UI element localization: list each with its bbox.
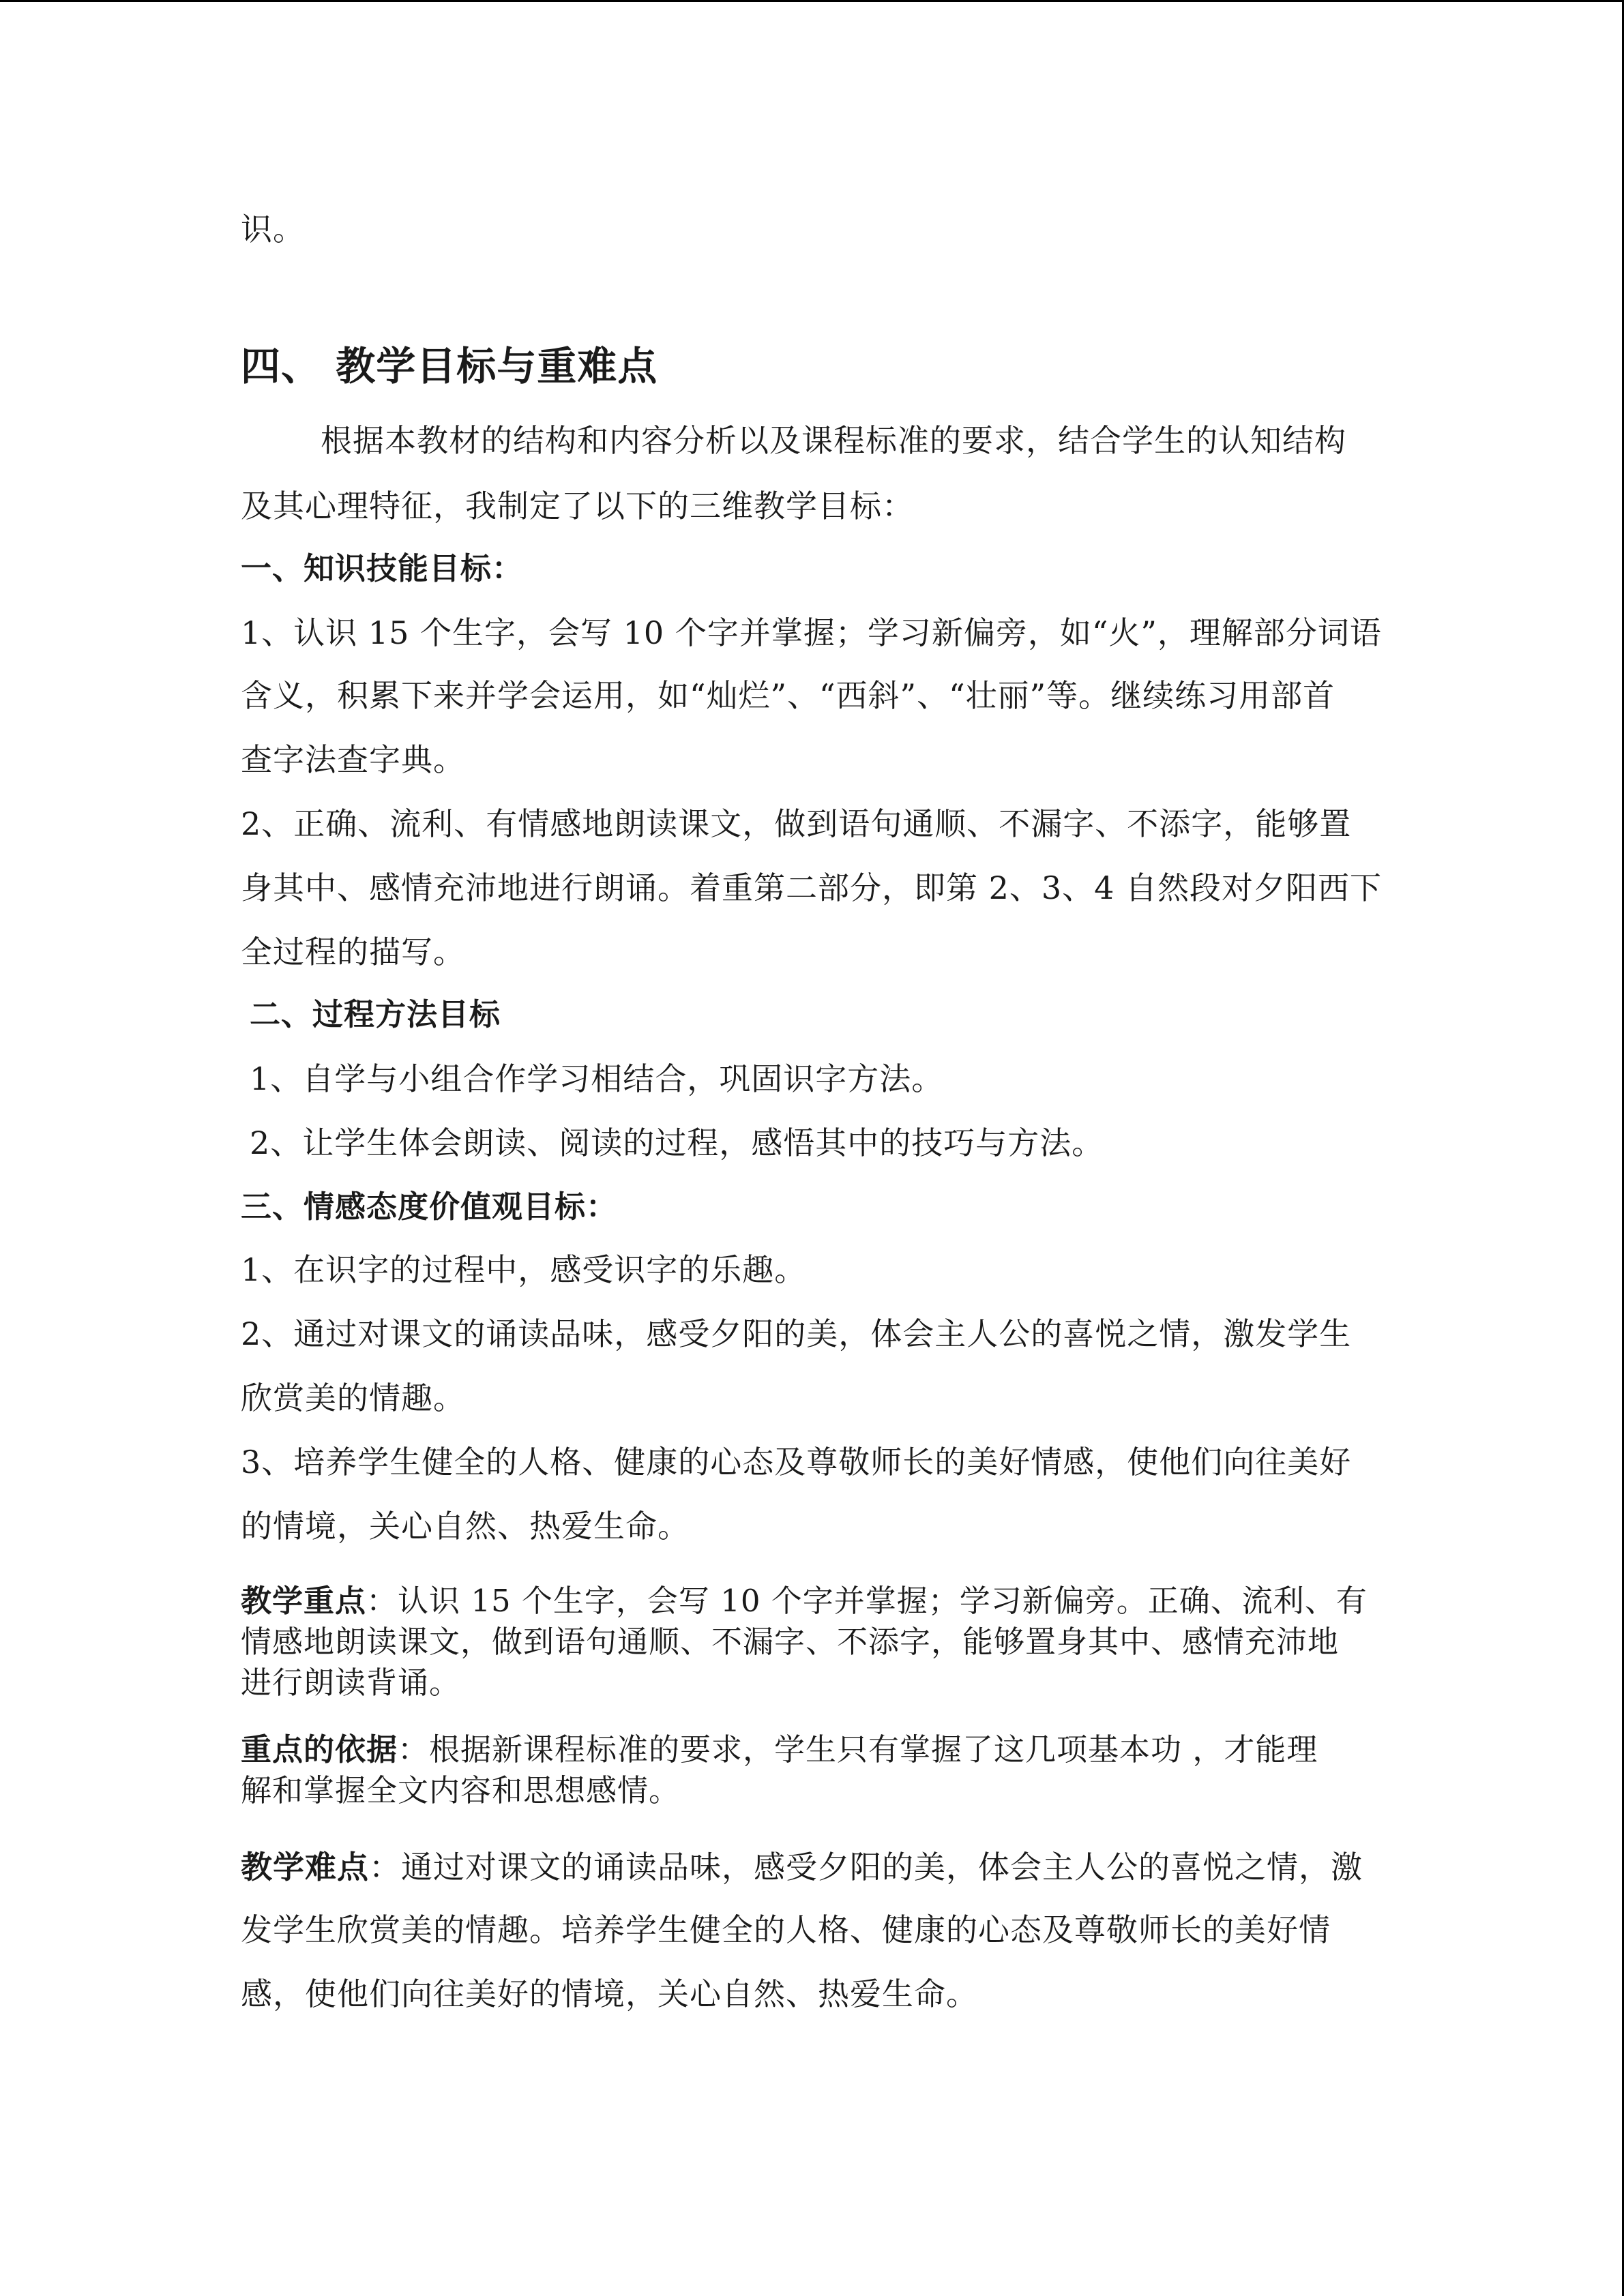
paragraph-line: 2、正确、流利、有情感地朗读课文，做到语句通顺、不漏字、不添字，能够置 [241, 805, 1352, 842]
key-points-label: 教学重点 [241, 1583, 367, 1619]
key-points-text: ：认识 15 个生字，会写 10 个字并掌握；学习新偏旁。正确、流利、有 [366, 1583, 1368, 1619]
section-heading: 四、 教学目标与重难点 [241, 343, 658, 389]
paragraph-line: 全过程的描写。 [241, 934, 465, 970]
paragraph-line: 含义，积累下来并学会运用，如“灿烂”、“西斜”、“壮丽”等。继续练习用部首 [241, 677, 1335, 714]
basis-text: ：根据新课程标准的要求，学生只有掌握了这几项基本功 ，才能理 [398, 1731, 1318, 1768]
paragraph-line: 查字法查字典。 [241, 741, 465, 778]
paragraph-line: 欣赏美的情趣。 [241, 1380, 465, 1416]
difficulties-line: 感，使他们向往美好的情境，关心自然、热爱生命。 [241, 1976, 978, 2012]
difficulties-line [241, 1847, 1363, 1888]
paragraph-line: 1、自学与小组合作学习相结合，巩固识字方法。 [250, 1060, 944, 1097]
difficulties-label: 教学难点 [241, 1849, 369, 1885]
key-points-line: 情感地朗读课文，做到语句通顺、不漏字、不添字，能够置身其中、感情充沛地 [241, 1624, 1340, 1660]
basis-line [241, 1731, 1318, 1769]
difficulties-text: ：通过对课文的诵读品味，感受夕阳的美，体会主人公的喜悦之情，激 [369, 1849, 1363, 1885]
paragraph-line: 1、认识 15 个生字，会写 10 个字并掌握；学习新偏旁，如“火”，理解部分词语 [241, 614, 1382, 651]
subheading-emotion: 三、情感态度价值观目标： [241, 1189, 618, 1225]
difficulties-line: 发学生欣赏美的情趣。培养学生健全的人格、健康的心态及尊敬师长的美好情 [241, 1911, 1331, 1948]
continued-text: 识。 [241, 211, 305, 248]
page-border-top [0, 0, 1624, 2]
paragraph-line: 的情境，关心自然、热爱生命。 [241, 1508, 690, 1545]
subheading-knowledge: 一、知识技能目标： [241, 550, 524, 586]
paragraph-line: 身其中、感情充沛地进行朗诵。着重第二部分，即第 2、3、4 自然段对夕阳西下 [241, 869, 1383, 906]
paragraph-line: 1、在识字的过程中，感受识字的乐趣。 [241, 1251, 807, 1288]
paragraph-line: 根据本教材的结构和内容分析以及课程标准的要求，结合学生的认知结构 [321, 422, 1346, 459]
key-points-line [241, 1582, 1368, 1620]
paragraph-line: 及其心理特征，我制定了以下的三维教学目标： [241, 488, 914, 524]
paragraph-line: 3、培养学生健全的人格、健康的心态及尊敬师长的美好情感，使他们向往美好 [241, 1444, 1352, 1480]
basis-label: 重点的依据 [241, 1731, 398, 1768]
key-points-line: 进行朗读背诵。 [241, 1665, 461, 1701]
subheading-process: 二、过程方法目标 [250, 996, 501, 1032]
basis-line: 解和掌握全文内容和思想感情。 [241, 1772, 681, 1808]
paragraph-line: 2、通过对课文的诵读品味，感受夕阳的美，体会主人公的喜悦之情，激发学生 [241, 1315, 1352, 1352]
paragraph-line: 2、让学生体会朗读、阅读的过程，感悟其中的技巧与方法。 [250, 1124, 1104, 1161]
